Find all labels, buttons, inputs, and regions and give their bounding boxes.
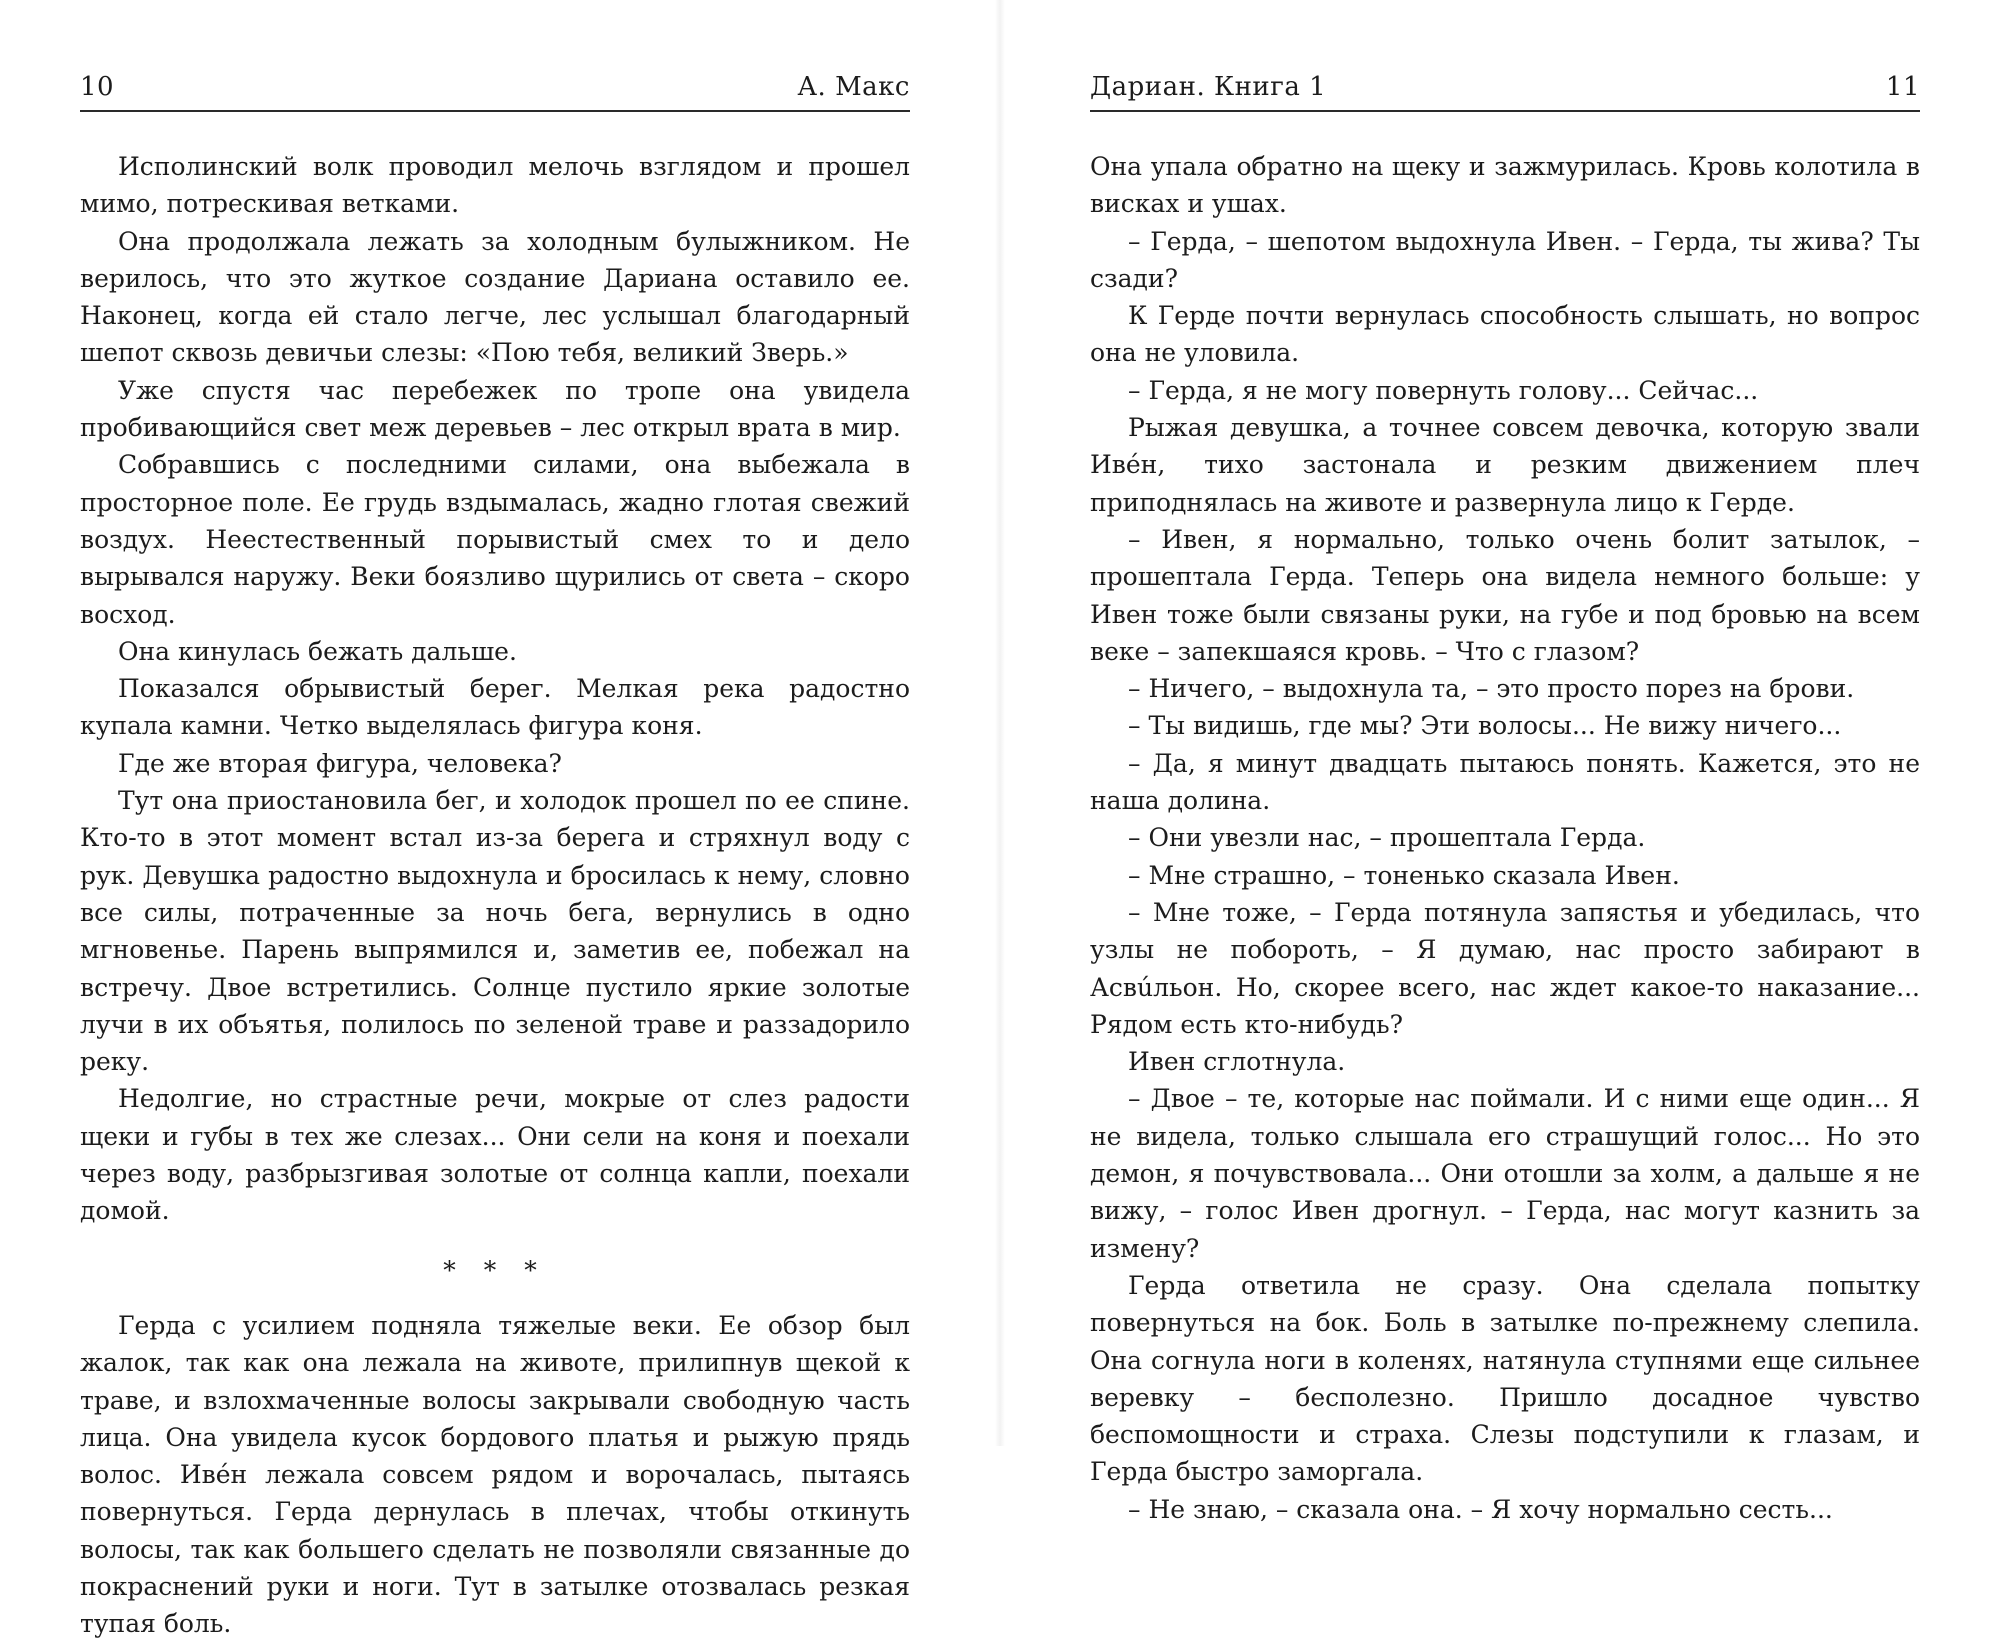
right-running-title: Дариан. Книга 1 [1090, 72, 1327, 102]
scene-break: * * * [443, 1255, 547, 1285]
paragraph: Герда с усилием подняла тяжелые веки. Ее обзор был жалок, так как она лежала на животе, прилипнув щекой к траве, и взлохмаченные волосы закрывали свободную часть лица. Она увидела кусок бордового платья и рыжую прядь волос. Ивéн лежала совсем рядом и ворочалась, пытаясь повернуться. Герда дернулась в плечах, чтобы откинуть волосы, так как большего сделать не позволяли связанные до покраснений руки и ноги. Тут в затылке отозвалась резкая тупая боль. [80, 1310, 910, 1639]
paragraph: Ивен сглотнула. [1128, 1047, 1346, 1077]
paragraph: – Двое – те, которые нас поймали. И с ними еще один... Я не видела, только слышала его страшущий голос... Но это демон, я почувствовала... Они отошли за холм, а дальше я не вижу, – голос Ивен дрогнул. – Герда, нас могут казнить за измену? [1090, 1084, 1920, 1263]
right-running-head [1090, 66, 1920, 112]
paragraph: Рыжая девушка, а точнее совсем девочка, которую звали Ивéн, тихо застонала и резким движением плеч приподнялась на животе и развернула лицо к Герде. [1090, 413, 1920, 517]
paragraph: – Герда, я не могу повернуть голову... Сейчас... [1128, 375, 1759, 405]
paragraph: Собравшись с последними силами, она выбежала в просторное поле. Ее грудь вздымалась, жадно глотая свежий воздух. Неестественный порывистый смех то и дело вырывался наружу. Веки боязливо щурились от света – скоро восход. [80, 450, 910, 629]
left-page [80, 0, 910, 1639]
right-page [1090, 0, 1920, 1524]
paragraph: Тут она приостановила бег, и холодок прошел по ее спине. Кто-то в этот момент встал из-за берега и стряхнул воду с рук. Девушка радостно выдохнула и бросилась к нему, словно все силы, потраченные за ночь бега, вернулись в одно мгновенье. Парень выпрямился и, заметив ее, побежал на встречу. Двое встретились. Солнце пустило яркие золотые лучи в их объятья, полилось по зеленой траве и раззадорило реку. [80, 786, 910, 1077]
paragraph: Она упала обратно на щеку и зажмурилась. Кровь колотила в висках и ушах. [1090, 152, 1920, 219]
paragraph: – Да, я минут двадцать пытаюсь понять. Кажется, это не наша долина. [1090, 748, 1920, 816]
paragraph: Герда ответила не сразу. Она сделала попытку повернуться на бок. Боль в затылке по-прежнему слепила. Она согнула ноги в коленях, натянула ступнями еще сильнее веревку – бесполезно. Пришло досадное чувство беспомощности и страха. Слезы подступили к глазам, и Герда быстро заморгала. [1090, 1270, 1920, 1487]
paragraph: Уже спустя час перебежек по тропе она увидела пробивающийся свет меж деревьев – лес открыл врата в мир. [80, 375, 910, 443]
right-body-text [1090, 148, 1920, 1528]
paragraph: Где же вторая фигура, человека? [118, 748, 562, 778]
paragraph: – Ты видишь, где мы? Эти волосы... Не вижу ничего... [1128, 711, 1842, 741]
paragraph: – Мне тоже, – Герда потянула запястья и убедилась, что узлы не побороть, – Я думаю, нас просто забирают в Асвúльон. Но, скорее всего, нас ждет какое-то наказание... Рядом есть кто-нибудь? [1090, 897, 1920, 1039]
book-gutter [995, 0, 1005, 1446]
paragraph: Исполинский волк проводил мелочь взглядом и прошел мимо, потрескивая ветками. [80, 152, 910, 219]
left-page-number: 10 [80, 72, 115, 102]
paragraph: Она продолжала лежать за холодным булыжником. Не верилось, что это жуткое создание Дариана оставило ее. Наконец, когда ей стало легче, лес услышал благодарный шепот сквозь девичьи слезы: «Пою тебя, великий Зверь.» [80, 226, 910, 368]
paragraph: Недолгие, но страстные речи, мокрые от слез радости щеки и губы в тех же слезах... Они сели на коня и поехали через воду, разбрызгивая золотые от солнца капли, поехали домой. [80, 1084, 910, 1226]
paragraph: – Мне страшно, – тоненько сказала Ивен. [1128, 860, 1680, 890]
right-page-number: 11 [1885, 72, 1920, 102]
paragraph: – Ничего, – выдохнула та, – это просто порез на брови. [1128, 674, 1855, 704]
paragraph: – Герда, – шепотом выдохнула Ивен. – Герда, ты жива? Ты сзади? [1090, 226, 1920, 293]
paragraph: – Они увезли нас, – прошептала Герда. [1128, 823, 1646, 853]
paragraph: Она кинулась бежать дальше. [118, 636, 517, 666]
paragraph: – Не знаю, – сказала она. – Я хочу нормально сесть... [1128, 1494, 1833, 1524]
paragraph: – Ивен, я нормально, только очень болит затылок, – прошептала Герда. Теперь она видела немного больше: у Ивен тоже были связаны руки, на губе и под бровью на всем веке – запекшаяся кровь. – Что с глазом? [1090, 524, 1920, 666]
left-body-text [80, 148, 910, 1643]
paragraph: Показался обрывистый берег. Мелкая река радостно купала камни. Четко выделялась фигура коня. [80, 674, 910, 741]
left-running-head [80, 66, 910, 112]
left-running-title: А. Макс [797, 72, 910, 102]
paragraph: К Герде почти вернулась способность слышать, но вопрос она не уловила. [1090, 301, 1920, 368]
